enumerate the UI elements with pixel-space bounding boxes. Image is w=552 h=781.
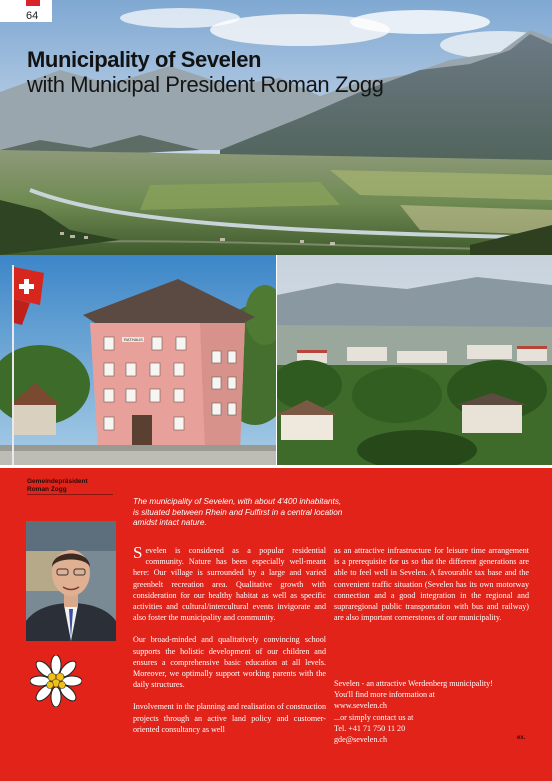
- town-hall-photo: [0, 255, 276, 465]
- contact-prompt: ...or simply contact us at: [334, 712, 414, 722]
- president-role-caption: Gemeindepräsident: [27, 478, 88, 485]
- page-title: Municipality of Sevelen: [27, 47, 262, 72]
- page-number: 64: [26, 10, 39, 22]
- hero-landscape-photo: [0, 0, 552, 255]
- body-column-left: [133, 545, 326, 746]
- contact-tagline: Sevelen - an attractive Werdenberg municipality!: [334, 679, 493, 688]
- website-link[interactable]: www.sevelen.ch: [334, 701, 387, 711]
- president-name-caption: Roman Zogg: [27, 486, 67, 493]
- body-paragraph-1-text: evelen is considered as a popular residential community. Nature has been especially well-meant here: Our village is surrounded by a large and varied greenbelt recreation area. Qualitative growth with consideration for our healthy habitat as well as specific activities and cultural/intercultural events invigorate and also foster the municipality and community.: [133, 546, 326, 623]
- drop-cap: S: [133, 543, 143, 562]
- village-view-photo: [277, 255, 552, 465]
- rathaus-sign-text: RATHAUS: [124, 337, 143, 342]
- body-column-right: [334, 545, 529, 634]
- contact-more-info: You'll find more information at: [334, 690, 435, 700]
- caption-divider: [27, 494, 113, 495]
- contact-block: [334, 678, 534, 745]
- edelweiss-logo: [30, 655, 82, 707]
- body-paragraph-4: as an attractive infrastructure for leisure time arrangement is a prerequisite for us so that the different generations are able to feel well in Sevelen. A favourable tax base and the convenient traffic situation (Sevelen has its own motorway connection and a good integration in the regional and supraregional public transportation with bus and railway) are also important cornerstones of our municipality.: [334, 546, 529, 623]
- body-paragraph-3: Involvement in the planning and realisation of construction projects through an active land policy and customer-oriented consultancy as well: [133, 702, 326, 734]
- page-number-accent: [26, 0, 40, 6]
- email-link[interactable]: gde@sevelen.ch: [334, 735, 388, 745]
- phone-number[interactable]: Tel. +41 71 750 11 20: [334, 723, 406, 733]
- president-portrait-photo: [26, 521, 116, 641]
- page-subtitle: with Municipal President Roman Zogg: [27, 72, 384, 97]
- intro-text: The municipality of Sevelen, with about 4'400 inhabitants, is situated between Rhein and Fulfirst in a central location amidst intact nature.: [133, 497, 343, 527]
- body-paragraph-2: Our broad-minded and qualitatively convincing school supports the holistic development of our children and ensures a comprehensive basic education at all levels. Moreover, we optimally support working parents with the daily structures.: [133, 635, 326, 690]
- footer-mark: ex.: [517, 735, 526, 741]
- body-paragraph-1: [133, 545, 326, 623]
